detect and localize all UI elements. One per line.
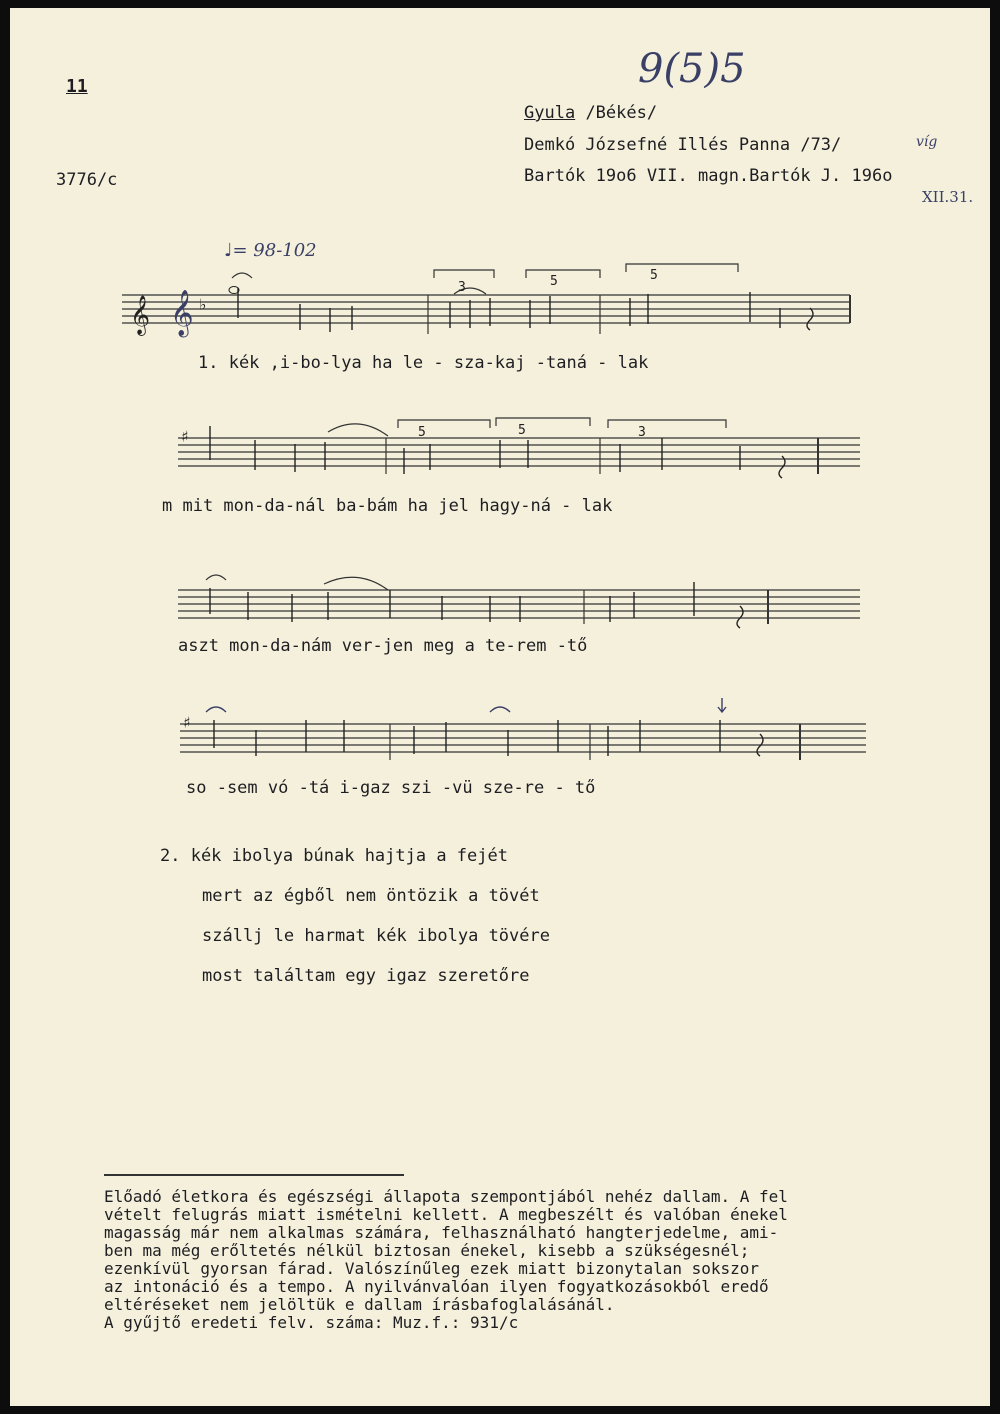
- staff-1-tuplets: [232, 264, 738, 294]
- staff-2-tuplets: [328, 418, 726, 436]
- staff-4-marks: [206, 698, 726, 712]
- lyric-line-2: m mit mon-da-nál ba-bám ha jel hagy-ná - lak: [162, 496, 613, 516]
- flat-icon: ♭: [198, 295, 208, 314]
- lyric-line-3: aszt mon-da-nám ver-jen meg a te-rem -tő: [178, 636, 588, 656]
- staff-3-notes: [210, 582, 743, 628]
- treble-clef-icon: 𝄞: [130, 295, 151, 335]
- archive-page: [10, 8, 990, 1406]
- footnote: [104, 1188, 964, 1332]
- stanza-2-line-2: mert az égből nem öntözik a tövét: [202, 886, 540, 906]
- stanza-2-line-3: szállj le harmat kék ibolya tövére: [202, 926, 550, 946]
- footnote-line: ben ma még erőltetés nélkül biztosan énekel, kisebb a szükségesnél;: [104, 1241, 750, 1260]
- handwritten-vig: víg: [916, 134, 938, 150]
- handwritten-clef-icon: 𝄞: [170, 290, 194, 336]
- tuplet-label: 5: [650, 268, 658, 283]
- lyric-line-4: so -sem vó -tá i-gaz szi -vü sze-re - tő: [186, 778, 596, 798]
- handwritten-number: 9(5)5: [638, 46, 746, 92]
- staff-3: [178, 590, 860, 624]
- footnote-line: az intonáció és a tempo. A nyilvánvalóan ilyen fogyatkozásokból eredő: [104, 1277, 769, 1296]
- footnote-line: magasság már nem alkalmas számára, felhasználható hangterjedelme, ami-: [104, 1223, 779, 1242]
- performer-line: Demkó Józsefné Illés Panna /73/: [524, 135, 842, 155]
- tempo-marking: ♩= 98-102: [224, 240, 317, 261]
- footnote-divider: [104, 1174, 404, 1176]
- footnote-line: A gyűjtő eredeti felv. száma: Muz.f.: 931/c: [104, 1313, 519, 1332]
- catalog-number: 3776/c: [56, 170, 118, 190]
- sharp-icon: ♯: [182, 713, 192, 732]
- footnote-line: eltéréseket nem jelöltük e dallam írásbafoglalásánál.: [104, 1295, 615, 1314]
- tuplet-label: 5: [550, 274, 558, 289]
- lyric-line-1: 1. kék ,i-bo-lya ha le - sza-kaj -taná - lak: [198, 353, 649, 373]
- tuplet-label: 3: [638, 425, 646, 440]
- county-name: /Békés/: [585, 103, 658, 123]
- stanza-2-line-1: 2. kék ibolya búnak hajtja a fejét: [160, 846, 508, 866]
- sharp-icon: ♯: [180, 427, 190, 446]
- footnote-line: ezenkívül gyorsan fárad. Valószínűleg ezek miatt bizonytalan sokszor: [104, 1259, 760, 1278]
- tuplet-label: 5: [418, 425, 426, 440]
- stanza-2-line-4: most találtam egy igaz szeretőre: [202, 966, 530, 986]
- staff-1: [122, 295, 850, 334]
- footnote-line: vételt felugrás miatt ismételni kellett. A megbeszélt és valóban énekel: [104, 1205, 788, 1224]
- handwritten-date-suffix: XII.31.: [922, 188, 974, 206]
- staff-2: [178, 438, 860, 474]
- tuplet-label: 3: [458, 280, 466, 295]
- page-number: 11: [66, 76, 88, 97]
- place-name: Gyula: [524, 103, 576, 123]
- collection-date-line: Bartók 19o6 VII. magn.Bartók J. 196o: [524, 166, 893, 186]
- staff-3-slurs: [206, 575, 388, 590]
- tuplet-label: 5: [518, 423, 526, 438]
- footnote-line: Előadó életkora és egészségi állapota szempontjából nehéz dallam. A fel: [104, 1187, 788, 1206]
